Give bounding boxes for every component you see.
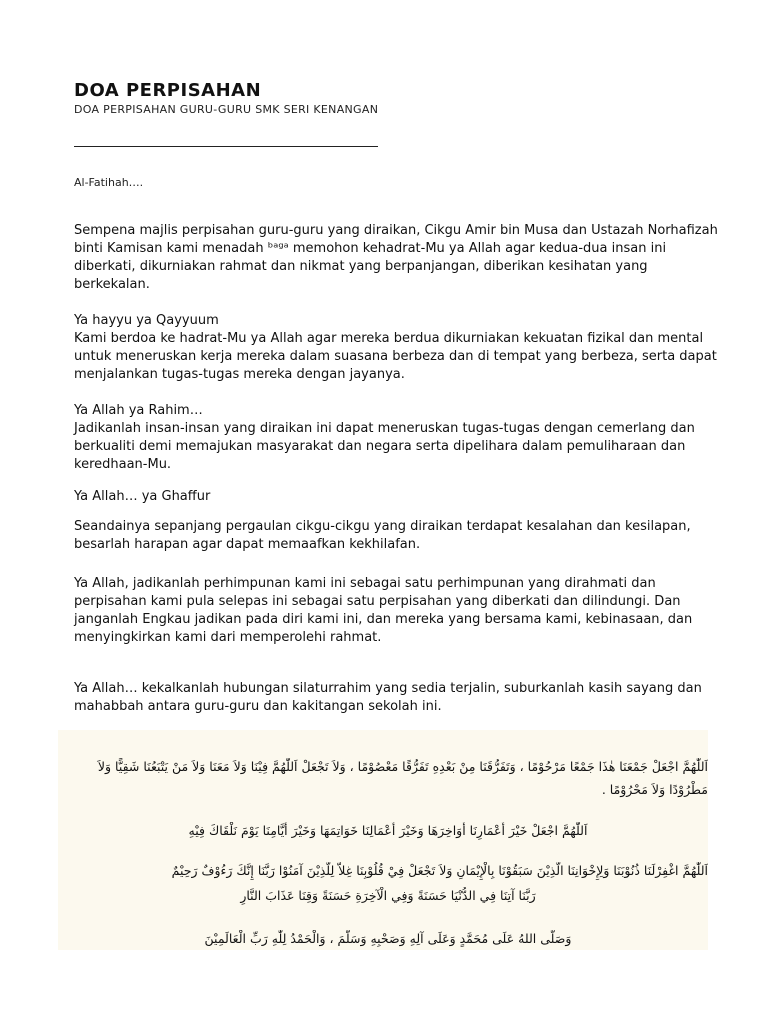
arabic-line: اَللّٰهُمَّ اجْعَلْ خَيْرَ أَعْمَارِنَا أَوَاخِرَهَا وَخَيْرَ أَعْمَالِنَا خَوَاتِمَهَا وَخَيْرَ أَيَّامِنَا يَوْمَ نَلْقَاكَ فِيْهِ	[188, 823, 588, 838]
paragraph-line: besarlah harapan agar dapat memaafkan kekhilafan.	[74, 537, 421, 552]
paragraph-opening	[74, 222, 718, 294]
fatihah-line: Al-Fatihah….	[74, 176, 144, 189]
paragraph-line: binti Kamisan kami menadah ᵇᵃᵍᵃ memohon kehadrat-Mu ya Allah agar kedua-dua insan ini	[74, 241, 667, 256]
paragraph-line: keredhaan-Mu.	[74, 457, 172, 472]
paragraph-line: diberkati, dikurniakan rahmat dan nikmat yang berpanjangan, diberikan kesihatan yang	[74, 259, 648, 274]
paragraph-qayyuum	[74, 312, 717, 384]
paragraph-line: mahabbah antara guru-guru dan kakitangan sekolah ini.	[74, 699, 442, 714]
arabic-line: مَطْرُوْدًا وَلاَ مَحْرُوْمًا .	[601, 782, 708, 797]
document-subtitle: DOA PERPISAHAN GURU-GURU SMK SERI KENANGAN	[74, 103, 379, 116]
horizontal-rule	[74, 146, 378, 147]
paragraph-line: janganlah Engkau jadikan pada diri kami ini, dan mereka yang bersama kami, kebinasaan, dan	[74, 612, 693, 627]
paragraph-line: Ya Allah… kekalkanlah hubungan silaturrahim yang sedia terjalin, suburkanlah kasih sayang dan	[74, 681, 702, 696]
arabic-line: اَللّٰهُمَّ اغْفِرْلَنَا ذُنُوْبَنَا وَلِإِخْوَانِنَا الَّذِيْنَ سَبَقُوْنَا بِالْإِيْمَانِ وَلاَ تَجْعَلْ فِيْ قُلُوْبِنَا غِلاًّ لِلَّذِيْنَ آمَنُوْا رَبَّنَا إِنَّكَ رَءُوْفٌ رَحِيْمٌ	[171, 863, 708, 878]
paragraph-line: Sempena majlis perpisahan guru-guru yang diraikan, Cikgu Amir bin Musa dan Ustazah Norhafizah	[74, 223, 718, 238]
paragraph-silaturrahim	[74, 680, 714, 716]
paragraph-perhimpunan	[74, 575, 714, 647]
paragraph-line: untuk meneruskan kerja mereka dalam suasana berbeza dan di tempat yang berbeza, serta dapat	[74, 349, 717, 364]
paragraph-line: Seandainya sepanjang pergaulan cikgu-cikgu yang diraikan terdapat kesalahan dan kesilapan,	[74, 519, 691, 534]
paragraph-line: Ya hayyu ya Qayyuum	[74, 313, 219, 328]
paragraph-line: Ya Allah, jadikanlah perhimpunan kami ini sebagai satu perhimpunan yang dirahmati dan	[74, 576, 656, 591]
paragraph-kesalahan	[74, 518, 714, 554]
paragraph-line: berkekalan.	[74, 277, 150, 292]
paragraph-line: berkualiti demi memajukan masyarakat dan negara serta dipelihara dalam pemuliharaan dan	[74, 439, 686, 454]
document-title: DOA PERPISAHAN	[74, 80, 262, 101]
paragraph-line: menyingkirkan kami dari memperolehi rahmat.	[74, 630, 382, 645]
paragraph-rahim	[74, 402, 714, 474]
paragraph-ghaffur	[74, 488, 714, 506]
arabic-line: رَبَّنَا آتِنَا فِي الدُّنْيَا حَسَنَةً وَفِي الْآخِرَةِ حَسَنَةً وَقِنَا عَذَابَ النَّارِ	[240, 888, 536, 903]
paragraph-line: Kami berdoa ke hadrat-Mu ya Allah agar mereka berdua dikurniakan kekuatan fizikal dan mental	[74, 331, 704, 346]
paragraph-line: Ya Allah… ya Ghaffur	[74, 489, 211, 504]
arabic-line: وَصَلَّى اللهُ عَلَى مُحَمَّدٍ وَعَلَى آلِهِ وَصَحْبِهِ وَسَلَّمَ ، وَالْحَمْدُ لِلّٰهِ رَبِّ الْعَالَمِيْنَ	[204, 931, 572, 946]
paragraph-line: Ya Allah ya Rahim…	[74, 403, 203, 418]
arabic-line: اَللّٰهُمَّ اجْعَلْ جَمْعَنَا هٰذَا جَمْعًا مَرْحُوْمًا ، وَتَفَرُّقَنَا مِنْ بَعْدِهِ تَفَرُّقًا مَعْصُوْمًا ، وَلاَ تَجْعَلْ اَللّٰهُمَّ فِيْنَا وَلاَ مَعَنَا وَلاَ مَنْ يَتْبَعُنَا شَقِيًّا وَلاَ	[97, 759, 708, 774]
paragraph-line: perpisahan kami pula selepas ini sebagai satu perpisahan yang diberkati dan dilindungi. Dan	[74, 594, 681, 609]
paragraph-line: Jadikanlah insan-insan yang diraikan ini dapat meneruskan tugas-tugas dengan cemerlang dan	[74, 421, 695, 436]
paragraph-line: menjalankan tugas-tugas mereka dengan jayanya.	[74, 367, 405, 382]
